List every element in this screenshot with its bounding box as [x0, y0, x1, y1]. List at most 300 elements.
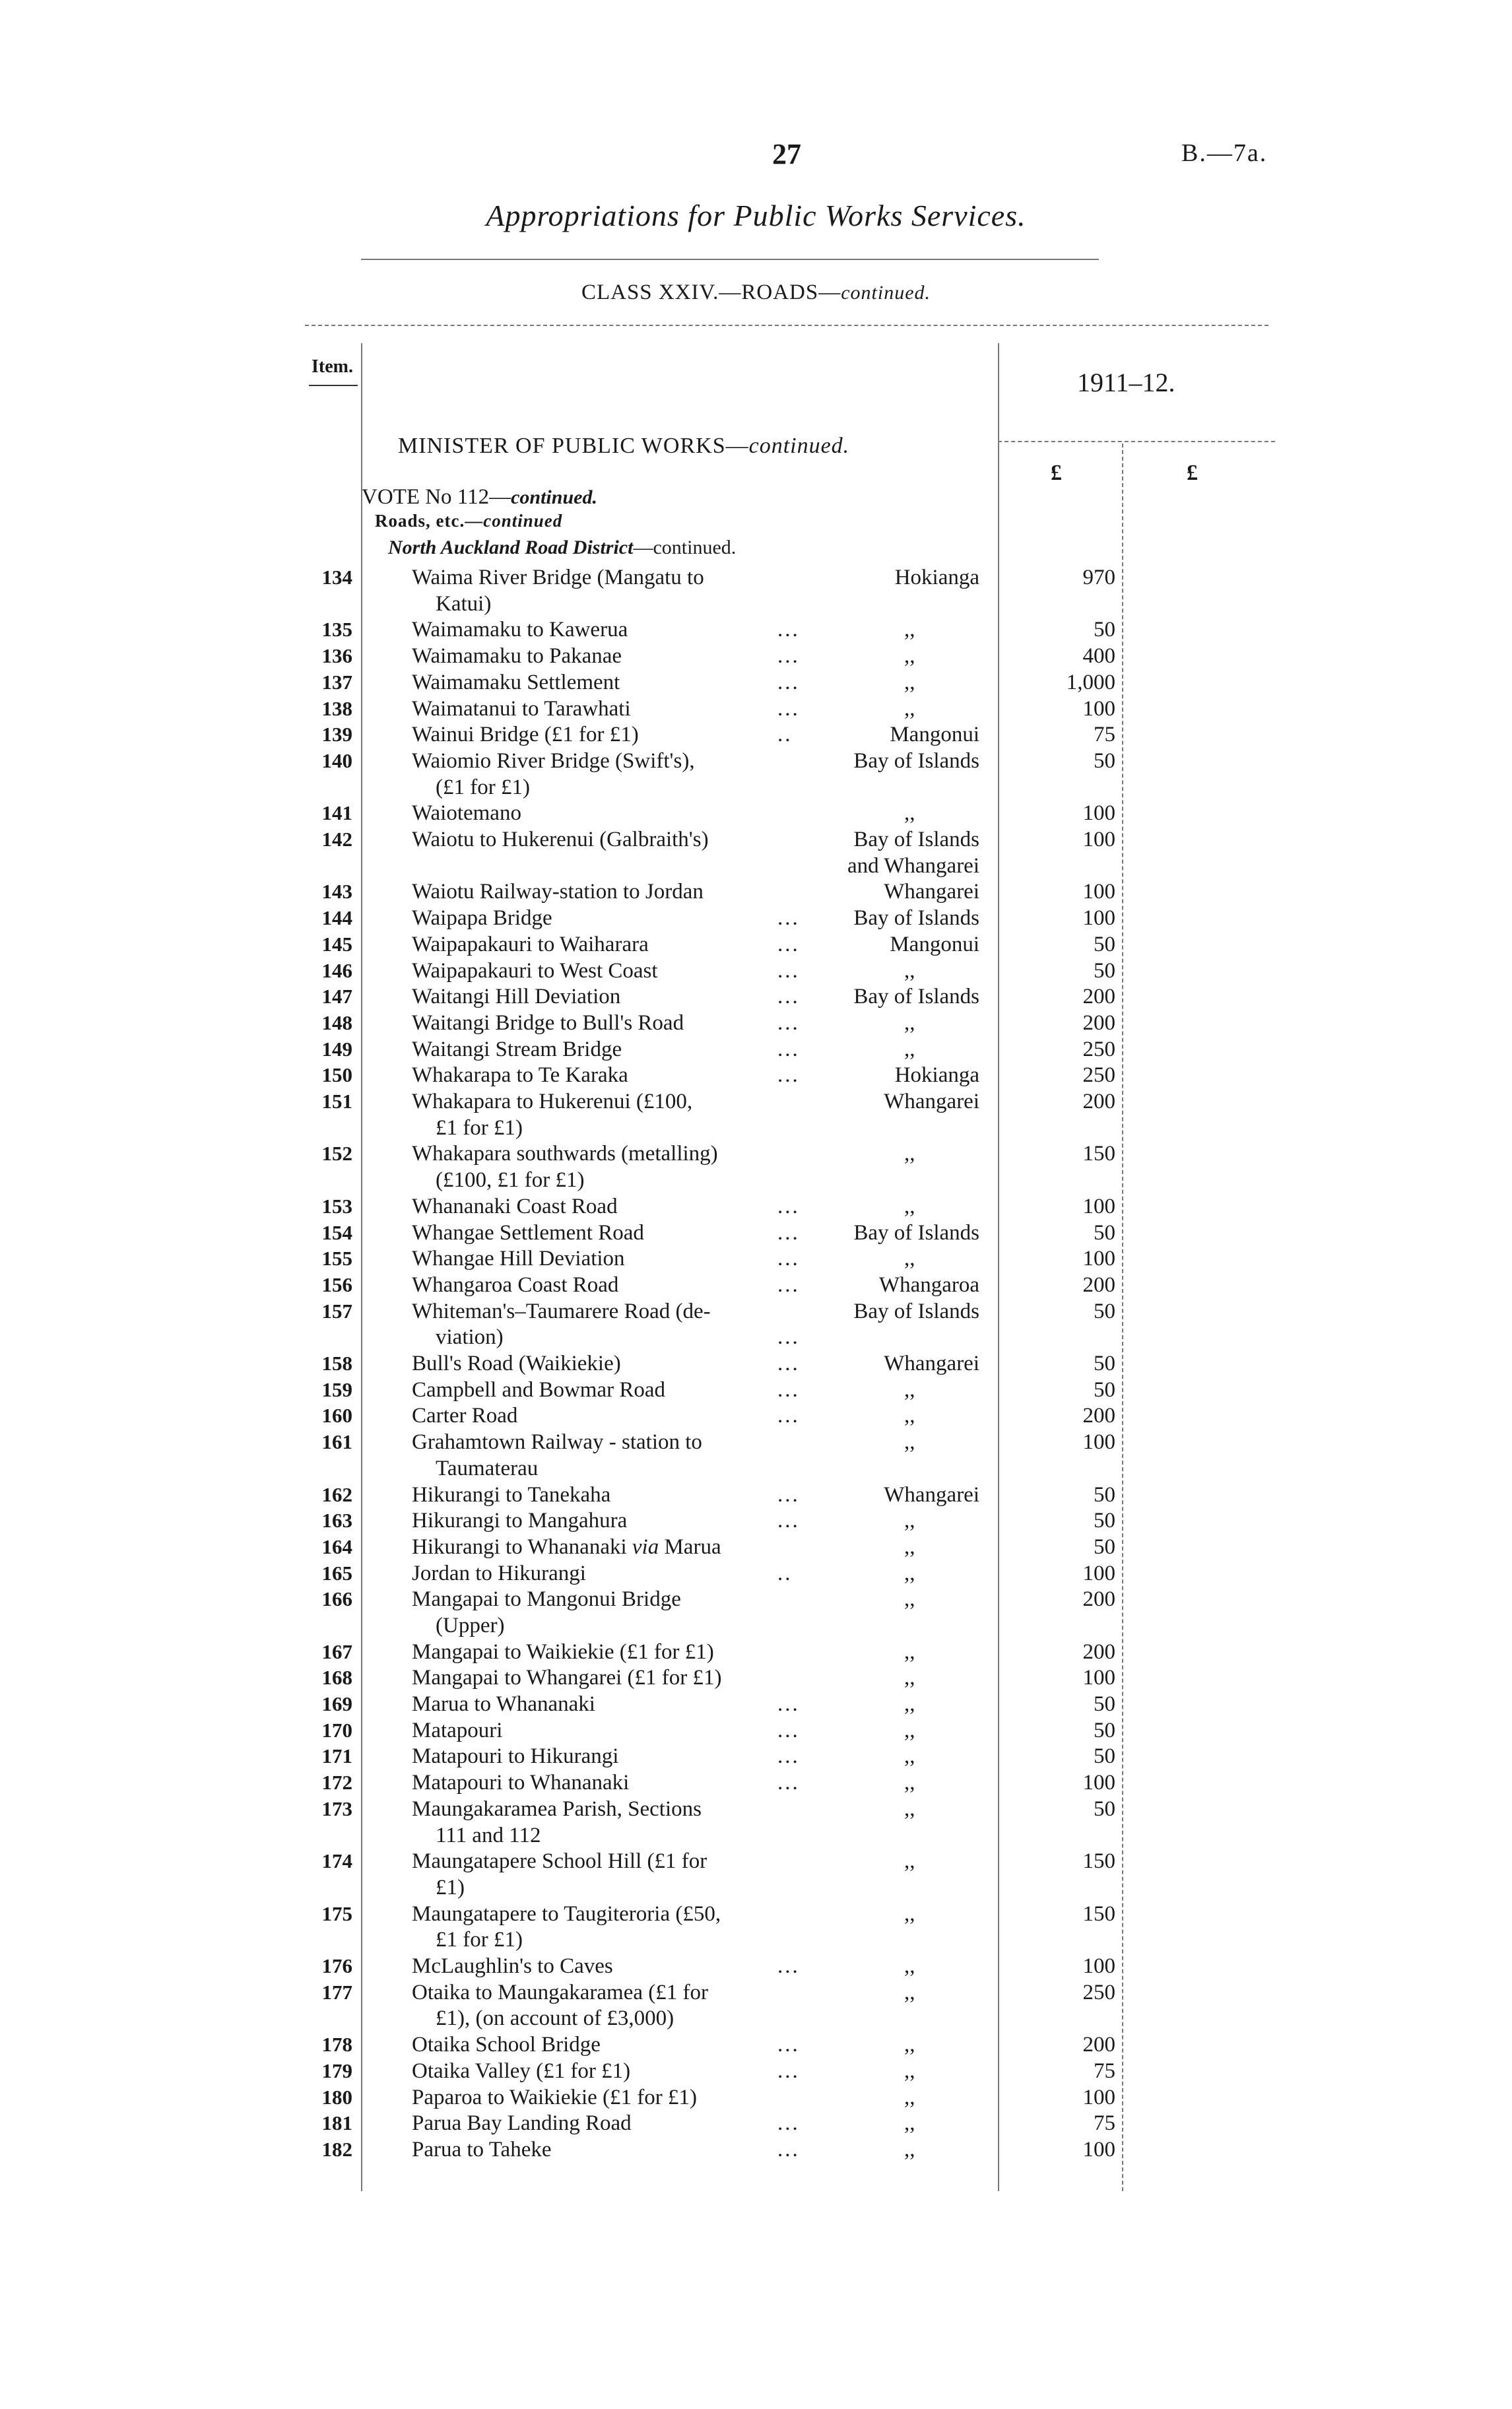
leader-dots: ... — [777, 1273, 800, 1297]
amount: 75 — [1094, 2059, 1115, 2083]
item-description: Waipapakauri to Waiharara — [412, 933, 649, 956]
table-row — [0, 721, 1512, 748]
county-name: Mangonui — [890, 933, 979, 956]
item-description: Waitangi Bridge to Bull's Road — [412, 1011, 684, 1035]
item-description: Whiteman's–Taumarere Road (de- — [412, 1300, 711, 1323]
amount: 100 — [1082, 828, 1115, 851]
amount-header-rule — [998, 441, 1275, 442]
amount: 200 — [1082, 2033, 1115, 2057]
table-row-continuation — [0, 1822, 1512, 1849]
ditto-mark: ,, — [904, 1954, 915, 1978]
ditto-mark: ,, — [904, 1640, 915, 1664]
item-description: Waitangi Hill Deviation — [412, 985, 621, 1008]
item-number: 178 — [321, 2033, 352, 2056]
table-row — [0, 1901, 1512, 1927]
ditto-mark: ,, — [904, 2111, 915, 2135]
table-row — [0, 1848, 1512, 1874]
table-row-continuation — [0, 1115, 1512, 1141]
item-description: Hikurangi to Tanekaha — [412, 1483, 611, 1507]
ditto-mark: ,, — [904, 1404, 915, 1428]
item-number: 168 — [321, 1666, 352, 1689]
table-row — [0, 1010, 1512, 1036]
item-number: 139 — [321, 723, 352, 746]
table-row-continuation — [0, 591, 1512, 617]
item-description: Bull's Road (Waikiekie) — [412, 1352, 621, 1375]
ditto-mark: ,, — [904, 1587, 915, 1611]
item-description: Matapouri to Whananaki — [412, 1771, 630, 1795]
amount: 150 — [1082, 1142, 1115, 1166]
item-description: Waima River Bridge (Mangatu to — [412, 566, 704, 589]
leader-dots: ... — [777, 1719, 800, 1742]
table-row — [0, 800, 1512, 826]
item-number: 182 — [321, 2138, 352, 2161]
item-number: 134 — [321, 566, 352, 589]
item-description: Whakapara to Hukerenui (£100, — [412, 1090, 693, 1113]
leader-dots: ... — [777, 2059, 800, 2083]
leader-dots: ... — [777, 933, 800, 956]
amount: 200 — [1082, 985, 1115, 1008]
item-description: Carter Road — [412, 1404, 518, 1428]
leader-dots: ... — [777, 1325, 800, 1349]
table-row — [0, 1743, 1512, 1769]
item-number: 146 — [321, 959, 352, 982]
amount: 100 — [1082, 1247, 1115, 1270]
item-number: 165 — [321, 1562, 352, 1585]
item-description: Wainui Bridge (£1 for £1) — [412, 723, 639, 746]
county-name: Whangarei — [884, 880, 979, 904]
leader-dots: ... — [777, 1195, 800, 1218]
table-row — [0, 748, 1512, 774]
item-description: Mangapai to Waikiekie (£1 for £1) — [412, 1640, 714, 1664]
county-name: Hokianga — [894, 1063, 979, 1087]
county-name: Bay of Islands — [853, 749, 979, 773]
amount: 100 — [1082, 1666, 1115, 1690]
item-number: 155 — [321, 1247, 352, 1270]
item-number: 143 — [321, 880, 352, 903]
table-row — [0, 1350, 1512, 1377]
vote-continued: continued. — [511, 486, 597, 508]
amount: 100 — [1082, 2086, 1115, 2109]
table-row — [0, 616, 1512, 643]
ditto-mark: ,, — [904, 618, 915, 642]
ditto-mark: ,, — [904, 1430, 915, 1454]
class-heading-text: CLASS XXIV.—ROADS— — [581, 280, 841, 304]
item-description: Otaika Valley (£1 for £1) — [412, 2059, 631, 2083]
item-number: 145 — [321, 933, 352, 956]
ditto-mark: ,, — [904, 1247, 915, 1270]
item-number: 150 — [321, 1063, 352, 1086]
class-heading-continued: continued. — [841, 282, 931, 304]
ministry-continued: continued. — [748, 434, 850, 458]
item-number: 147 — [321, 985, 352, 1008]
ditto-mark: ,, — [904, 1692, 915, 1716]
ditto-mark: ,, — [904, 1038, 915, 1061]
ditto-mark: ,, — [904, 1509, 915, 1533]
item-description: Marua to Whananaki — [412, 1692, 595, 1716]
county-name: Whangarei — [884, 1090, 979, 1113]
table-row — [0, 1193, 1512, 1220]
ditto-mark: ,, — [904, 1562, 915, 1585]
ministry-heading — [398, 434, 849, 459]
ditto-mark: ,, — [904, 1981, 915, 2004]
item-column-header: Item. — [312, 356, 353, 377]
item-description: Otaika to Maungakaramea (£1 for — [412, 1981, 708, 2004]
roads-heading — [375, 511, 562, 531]
ditto-mark: ,, — [904, 959, 915, 983]
table-row — [0, 1482, 1512, 1508]
table-row — [0, 958, 1512, 984]
amount: 50 — [1094, 1692, 1115, 1716]
leader-dots: ... — [777, 1247, 800, 1270]
ditto-mark: ,, — [904, 1719, 915, 1742]
ditto-mark: ,, — [904, 801, 915, 825]
item-number: 171 — [321, 1744, 352, 1767]
leader-dots: ... — [777, 644, 800, 668]
ditto-mark: ,, — [904, 671, 915, 694]
table-row-continuation — [0, 1927, 1512, 1953]
item-number: 177 — [321, 1981, 352, 2004]
item-description: Hikurangi to Whananaki via Marua — [412, 1535, 721, 1559]
table-row — [0, 1769, 1512, 1796]
county-name: Whangarei — [884, 1352, 979, 1375]
item-description: Matapouri — [412, 1719, 503, 1742]
item-number: 163 — [321, 1509, 352, 1532]
table-row — [0, 1377, 1512, 1403]
item-description: Waimamaku to Kawerua — [412, 618, 628, 642]
item-description-continuation: (Upper) — [436, 1614, 505, 1637]
table-row — [0, 1953, 1512, 1979]
table-row-continuation — [0, 1612, 1512, 1639]
leader-dots: ... — [777, 1038, 800, 1061]
amount: 50 — [1094, 1378, 1115, 1402]
table-row — [0, 1402, 1512, 1429]
item-description: Campbell and Bowmar Road — [412, 1378, 666, 1402]
table-row-continuation — [0, 1324, 1512, 1350]
table-row — [0, 1062, 1512, 1088]
table-row — [0, 1796, 1512, 1822]
amount: 50 — [1094, 1483, 1115, 1507]
leader-dots: ... — [777, 985, 800, 1008]
ditto-mark: ,, — [904, 2086, 915, 2109]
county-name: Hokianga — [894, 566, 979, 589]
amount: 200 — [1082, 1404, 1115, 1428]
amount: 50 — [1094, 959, 1115, 983]
item-number: 154 — [321, 1221, 352, 1244]
item-number: 173 — [321, 1797, 352, 1820]
table-row-continuation — [0, 1167, 1512, 1193]
leader-dots: .. — [777, 723, 793, 746]
amount: 50 — [1094, 1535, 1115, 1559]
amount: 50 — [1094, 1509, 1115, 1533]
leader-dots: ... — [777, 2111, 800, 2135]
table-row-continuation — [0, 1874, 1512, 1901]
vote-heading — [362, 485, 597, 510]
table-row — [0, 1717, 1512, 1744]
ditto-mark: ,, — [904, 2059, 915, 2083]
leader-dots: ... — [777, 671, 800, 694]
county-name: Bay of Islands — [853, 906, 979, 930]
table-row — [0, 1665, 1512, 1691]
item-description: Parua to Taheke — [412, 2138, 552, 2162]
item-description: Waipapakauri to West Coast — [412, 959, 658, 983]
item-number: 137 — [321, 671, 352, 694]
item-number: 179 — [321, 2059, 352, 2082]
item-description-continuation: viation) — [436, 1325, 504, 1349]
item-description: Maungakaramea Parish, Sections — [412, 1797, 702, 1821]
item-description-continuation: £1 for £1) — [436, 1928, 523, 1952]
table-row — [0, 1560, 1512, 1587]
ditto-mark: ,, — [904, 2138, 915, 2162]
item-number: 141 — [321, 801, 352, 824]
year-header: 1911–12. — [1077, 368, 1175, 397]
leader-dots: ... — [777, 1063, 800, 1087]
item-description: Whakarapa to Te Karaka — [412, 1063, 628, 1087]
item-number: 167 — [321, 1640, 352, 1663]
item-number: 180 — [321, 2086, 352, 2109]
item-description: McLaughlin's to Caves — [412, 1954, 613, 1978]
amount: 100 — [1082, 880, 1115, 904]
item-number: 166 — [321, 1587, 352, 1610]
table-row — [0, 1220, 1512, 1246]
item-number: 162 — [321, 1483, 352, 1506]
item-description: Jordan to Hikurangi — [412, 1562, 586, 1585]
item-number: 142 — [321, 828, 352, 851]
item-number: 152 — [321, 1142, 352, 1165]
ditto-mark: ,, — [904, 1378, 915, 1402]
amount: 50 — [1094, 933, 1115, 956]
leader-dots: ... — [777, 1509, 800, 1533]
table-row — [0, 1586, 1512, 1612]
table-row-continuation — [0, 774, 1512, 801]
item-description-continuation: £1 for £1) — [436, 1116, 523, 1140]
item-description-continuation: £1) — [436, 1876, 465, 1899]
item-number: 157 — [321, 1300, 352, 1323]
item-description: Whangae Settlement Road — [412, 1221, 644, 1245]
county-name: Whangaroa — [878, 1273, 979, 1297]
leader-dots: ... — [777, 1954, 800, 1978]
item-number: 181 — [321, 2111, 352, 2134]
table-row-continuation — [0, 2005, 1512, 2031]
table-row — [0, 1088, 1512, 1115]
item-description: Waiotu Railway-station to Jordan — [412, 880, 704, 904]
item-description: Paparoa to Waikiekie (£1 for £1) — [412, 2086, 698, 2109]
amount: 200 — [1082, 1273, 1115, 1297]
table-row — [0, 2136, 1512, 2163]
item-number: 144 — [321, 906, 352, 929]
amount: 50 — [1094, 749, 1115, 773]
item-number: 176 — [321, 1954, 352, 1977]
table-row — [0, 1534, 1512, 1560]
title-rule — [361, 259, 1099, 260]
table-row — [0, 669, 1512, 696]
item-number: 158 — [321, 1352, 352, 1375]
item-number: 153 — [321, 1195, 352, 1218]
currency-header-2: £ — [1187, 461, 1198, 485]
amount: 200 — [1082, 1011, 1115, 1035]
leader-dots: ... — [777, 2033, 800, 2057]
table-row — [0, 2110, 1512, 2136]
amount: 100 — [1082, 1771, 1115, 1795]
amount: 200 — [1082, 1640, 1115, 1664]
amount: 100 — [1082, 906, 1115, 930]
amount: 50 — [1094, 618, 1115, 642]
leader-dots: ... — [777, 1011, 800, 1035]
amount: 100 — [1082, 1954, 1115, 1978]
item-number: 140 — [321, 749, 352, 772]
amount: 50 — [1094, 1221, 1115, 1245]
item-description: Whakapara southwards (metalling) — [412, 1142, 718, 1166]
amount: 100 — [1082, 801, 1115, 825]
item-description: Maungatapere to Taugiteroria (£50, — [412, 1902, 721, 1926]
ditto-mark: ,, — [904, 1011, 915, 1035]
document-reference: B.—7a. — [1181, 139, 1268, 167]
table-row — [0, 1272, 1512, 1298]
amount: 250 — [1082, 1063, 1115, 1087]
amount: 400 — [1082, 644, 1115, 668]
amount: 150 — [1082, 1849, 1115, 1873]
item-description-continuation: £1), (on account of £3,000) — [436, 2006, 674, 2030]
ditto-mark: ,, — [904, 697, 915, 721]
item-description-continuation: (£100, £1 for £1) — [436, 1168, 585, 1192]
district-continued: —continued. — [633, 537, 737, 558]
item-description: Otaika School Bridge — [412, 2033, 601, 2057]
amount: 100 — [1082, 1195, 1115, 1218]
item-number: 148 — [321, 1011, 352, 1034]
amount: 100 — [1082, 2138, 1115, 2162]
item-description: Maungatapere School Hill (£1 for — [412, 1849, 707, 1873]
table-row — [0, 1245, 1512, 1272]
ditto-mark: ,, — [904, 1771, 915, 1795]
item-number: 149 — [321, 1038, 352, 1061]
table-row — [0, 983, 1512, 1010]
item-description: Whangaroa Coast Road — [412, 1273, 619, 1297]
currency-header-1: £ — [1051, 461, 1062, 485]
leader-dots: ... — [777, 618, 800, 642]
item-description: Waipapa Bridge — [412, 906, 552, 930]
item-number: 161 — [321, 1430, 352, 1453]
table-row — [0, 1507, 1512, 1534]
leader-dots: ... — [777, 906, 800, 930]
table-row — [0, 931, 1512, 958]
amount: 1,000 — [1066, 671, 1115, 694]
item-description-continuation: Taumaterau — [436, 1457, 539, 1480]
table-row — [0, 643, 1512, 669]
item-number: 172 — [321, 1771, 352, 1794]
item-number: 174 — [321, 1849, 352, 1872]
item-number: 156 — [321, 1273, 352, 1296]
item-number: 169 — [321, 1692, 352, 1715]
amount: 50 — [1094, 1352, 1115, 1375]
item-number: 160 — [321, 1404, 352, 1427]
item-description: Whananaki Coast Road — [412, 1195, 618, 1218]
item-description: Waiotu to Hukerenui (Galbraith's) — [412, 828, 709, 851]
ministry-name: MINISTER OF PUBLIC WORKS— — [398, 434, 749, 458]
item-description: Mangapai to Mangonui Bridge — [412, 1587, 681, 1611]
table-row — [0, 2058, 1512, 2084]
table-row — [0, 2031, 1512, 2058]
vote-number: VOTE No 112— — [362, 485, 511, 509]
table-top-rule — [305, 325, 1268, 326]
table-row — [0, 826, 1512, 853]
table-row — [0, 696, 1512, 722]
item-description: Waimamaku Settlement — [412, 671, 620, 694]
amount: 250 — [1082, 1038, 1115, 1061]
item-number: 135 — [321, 618, 352, 641]
item-number: 170 — [321, 1719, 352, 1742]
leader-dots: ... — [777, 1744, 800, 1768]
leader-dots: ... — [777, 959, 800, 983]
table-row — [0, 1140, 1512, 1167]
ditto-mark: ,, — [904, 1797, 915, 1821]
ditto-mark: ,, — [904, 1142, 915, 1166]
item-description-continuation: 111 and 112 — [436, 1824, 541, 1847]
table-row — [0, 1639, 1512, 1665]
county-name: Whangarei — [884, 1483, 979, 1507]
leader-dots: ... — [777, 1404, 800, 1428]
item-number: 175 — [321, 1902, 352, 1925]
district-name: North Auckland Road District — [388, 537, 634, 558]
ditto-mark: ,, — [904, 1535, 915, 1559]
item-description: Grahamtown Railway - station to — [412, 1430, 702, 1454]
table-row — [0, 2084, 1512, 2111]
item-description: Hikurangi to Mangahura — [412, 1509, 628, 1533]
leader-dots: ... — [777, 1352, 800, 1375]
class-heading — [0, 280, 1512, 305]
county-name: Bay of Islands — [853, 1221, 979, 1245]
district-heading — [388, 537, 736, 559]
item-header-underline — [309, 385, 358, 386]
item-description: Mangapai to Whangarei (£1 for £1) — [412, 1666, 722, 1690]
leader-dots: ... — [777, 697, 800, 721]
table-row — [0, 564, 1512, 591]
amount: 50 — [1094, 1719, 1115, 1742]
ditto-mark: ,, — [904, 1666, 915, 1690]
document-title: Appropriations for Public Works Services. — [486, 199, 1026, 232]
roads-label: Roads, etc.— — [375, 511, 484, 531]
amount: 200 — [1082, 1587, 1115, 1611]
item-description-continuation: Katui) — [436, 592, 492, 616]
leader-dots: ... — [777, 1771, 800, 1795]
amount: 150 — [1082, 1902, 1115, 1926]
item-number: 159 — [321, 1378, 352, 1401]
amount: 200 — [1082, 1090, 1115, 1113]
item-description: Waitangi Stream Bridge — [412, 1038, 622, 1061]
leader-dots: ... — [777, 2138, 800, 2162]
table-row — [0, 1691, 1512, 1717]
item-description: Waiotemano — [412, 801, 521, 825]
item-number: 164 — [321, 1535, 352, 1558]
amount: 250 — [1082, 1981, 1115, 2004]
amount: 100 — [1082, 1430, 1115, 1454]
table-row — [0, 1429, 1512, 1455]
table-row — [0, 878, 1512, 905]
item-number: 138 — [321, 697, 352, 720]
table-row — [0, 1979, 1512, 2006]
item-description: Matapouri to Hikurangi — [412, 1744, 619, 1768]
amount: 50 — [1094, 1797, 1115, 1821]
item-description: Waiomio River Bridge (Swift's), — [412, 749, 695, 773]
leader-dots: ... — [777, 1692, 800, 1716]
page-number: 27 — [772, 138, 801, 170]
ditto-mark: ,, — [904, 1744, 915, 1768]
item-description-continuation: (£1 for £1) — [436, 776, 530, 799]
table-row — [0, 1298, 1512, 1325]
county-name: Bay of Islands — [853, 1300, 979, 1323]
county-name-continuation: and Whangarei — [847, 854, 979, 878]
amount: 75 — [1094, 723, 1115, 746]
ditto-mark: ,, — [904, 1195, 915, 1218]
ditto-mark: ,, — [904, 1902, 915, 1926]
